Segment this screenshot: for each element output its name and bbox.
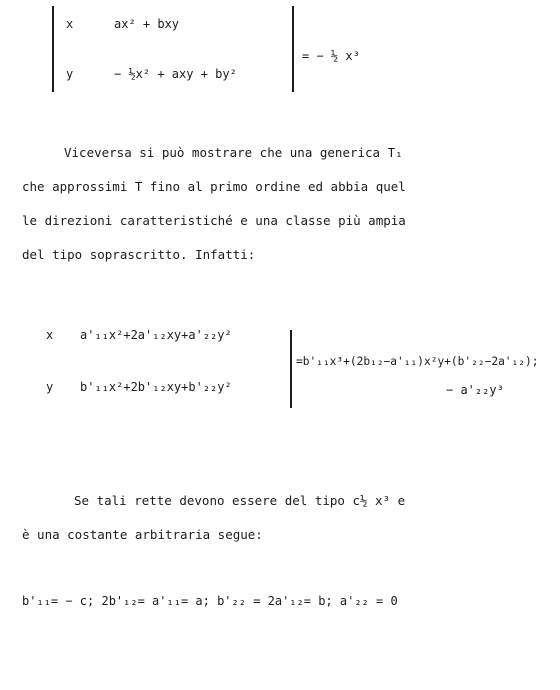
paragraph-1-line: del tipo soprascritto. Infatti: bbox=[22, 247, 256, 262]
det1-row2-expression: − ½x² + axy + by² bbox=[114, 67, 237, 81]
det2-row2-expression: b'₁₁x²+2b'₁₂xy+b'₂₂y² bbox=[80, 380, 232, 394]
det2-row1-variable: x bbox=[46, 328, 54, 342]
result-equations: b'₁₁= − c; 2b'₁₂= a'₁₁= a; b'₂₂ = 2a'₁₂= b; a'₂₂ = 0 bbox=[22, 594, 398, 608]
det2-right-hand-side-line-2: − a'₂₂y³ bbox=[446, 383, 504, 397]
determinant-right-bar bbox=[292, 6, 294, 92]
paragraph-1-line: le direzioni caratteristiché e una classe più ampia bbox=[22, 213, 406, 228]
paragraph-1 bbox=[22, 136, 542, 272]
det1-row2-variable: y bbox=[66, 67, 74, 81]
paragraph-2-line: è una costante arbitraria segue: bbox=[22, 527, 263, 542]
determinant-2-bar bbox=[290, 330, 292, 408]
paragraph-2-line: Se tali rette devono essere del tipo c½ x³ e bbox=[74, 493, 406, 508]
det2-row2-variable: y bbox=[46, 380, 54, 394]
paragraph-1-line: che approssimi T fino al primo ordine ed abbia quel bbox=[22, 179, 406, 194]
det1-row1-expression: ax² + bxy bbox=[114, 17, 180, 31]
determinant-left-bar bbox=[52, 6, 54, 92]
paragraph-2 bbox=[22, 484, 542, 552]
det1-row1-variable: x bbox=[66, 17, 74, 31]
det2-row1-expression: a'₁₁x²+2a'₁₂xy+a'₂₂y² bbox=[80, 328, 232, 342]
det1-right-hand-side: = − ½ x³ bbox=[302, 49, 360, 63]
det2-right-hand-side-line-1: =b'₁₁x³+(2b₁₂−a'₁₁)x²y+(b'₂₂−2a'₁₂); bbox=[296, 355, 539, 368]
paragraph-1-line: Viceversa si può mostrare che una generica T₁ bbox=[64, 145, 403, 160]
